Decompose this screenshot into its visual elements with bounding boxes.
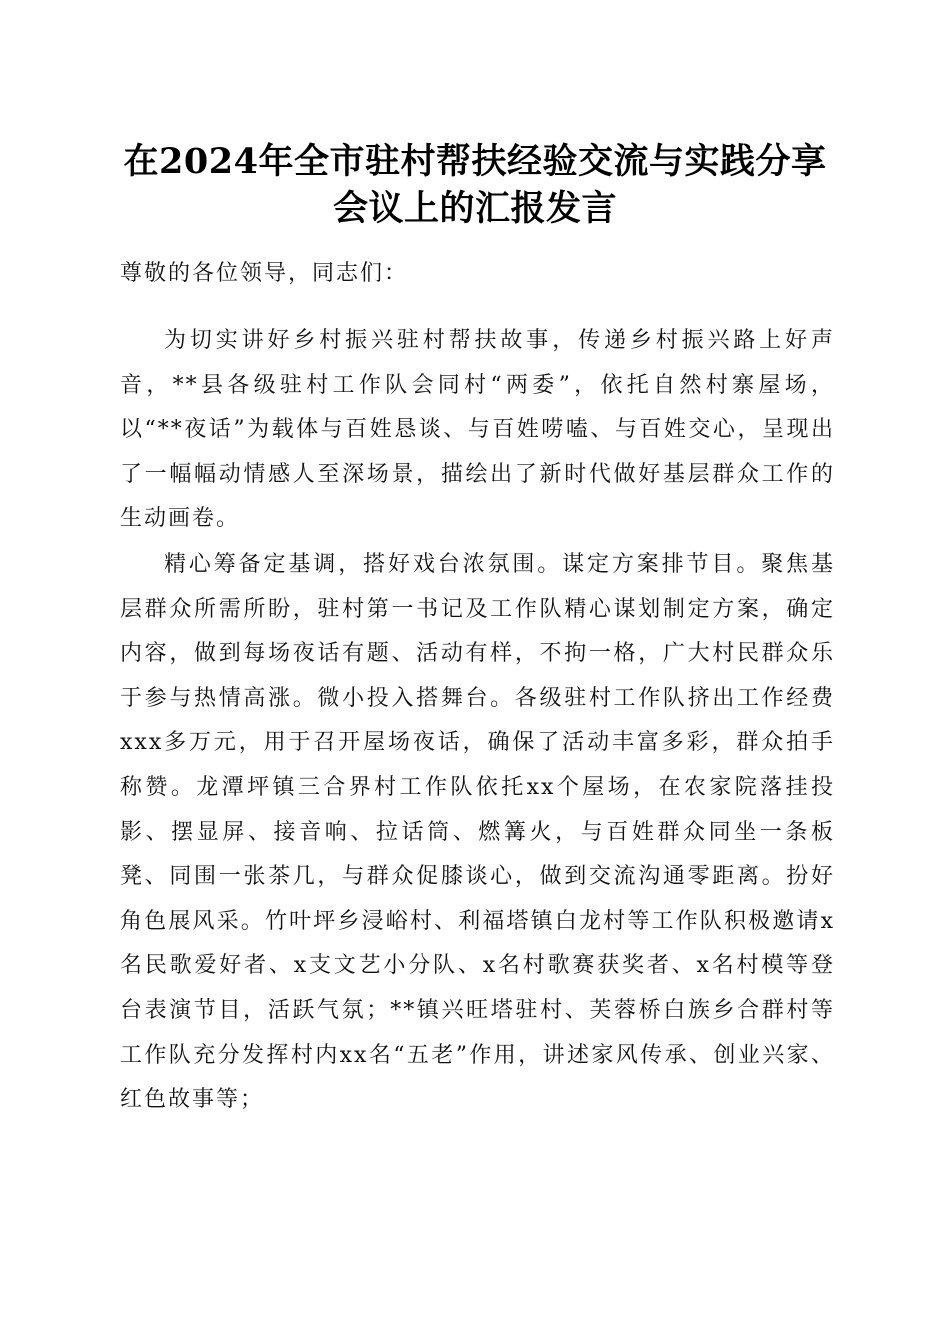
- salutation: 尊敬的各位领导，同志们：: [120, 261, 409, 286]
- body-paragraph-1: 为切实讲好乡村振兴驻村帮扶故事，传递乡村振兴路上好声音，**县各级驻村工作队会同村“两委”，依托自然村寨屋场，以“**夜话”为载体与百姓恳谈、与百姓唠嗑、与百姓交心，呈现出了一幅幅动情感人至深场景，描绘出了新时代做好基层群众工作的生动画卷。: [120, 328, 835, 532]
- body-paragraph-2: 精心筹备定基调，搭好戏台浓氛围。谋定方案排节目。聚焦基层群众所需所盼，驻村第一书记及工作队精心谋划制定方案，确定内容，做到每场夜话有题、活动有样，不拘一格，广大村民群众乐于参与热情高涨。微小投入搭舞台。各级驻村工作队挤出工作经费xxx多万元，用于召开屋场夜话，确保了活动丰富多彩，群众拍手称赞。龙潭坪镇三合界村工作队依托xx个屋场，在农家院落挂投影、摆显屏、接音响、拉话筒、燃篝火，与百姓群众同坐一条板凳、同围一张茶几，与群众促膝谈心，做到交流沟通零距离。扮好角色展风采。竹叶坪乡浸峪村、利福塔镇白龙村等工作队积极邀请x名民歌爱好者、x支文艺小分队、x名村歌赛获奖者、x名村模等登台表演节目，活跃气氛；**镇兴旺塔驻村、芙蓉桥白族乡合群村等工作队充分发挥村内xx名“五老”作用，讲述家风传承、创业兴家、红色故事等；: [120, 552, 835, 1113]
- document-title-line-1: 在2024年全市驻村帮扶经验交流与实践分享: [123, 141, 827, 182]
- document-title-line-2: 会议上的汇报发言: [332, 188, 617, 229]
